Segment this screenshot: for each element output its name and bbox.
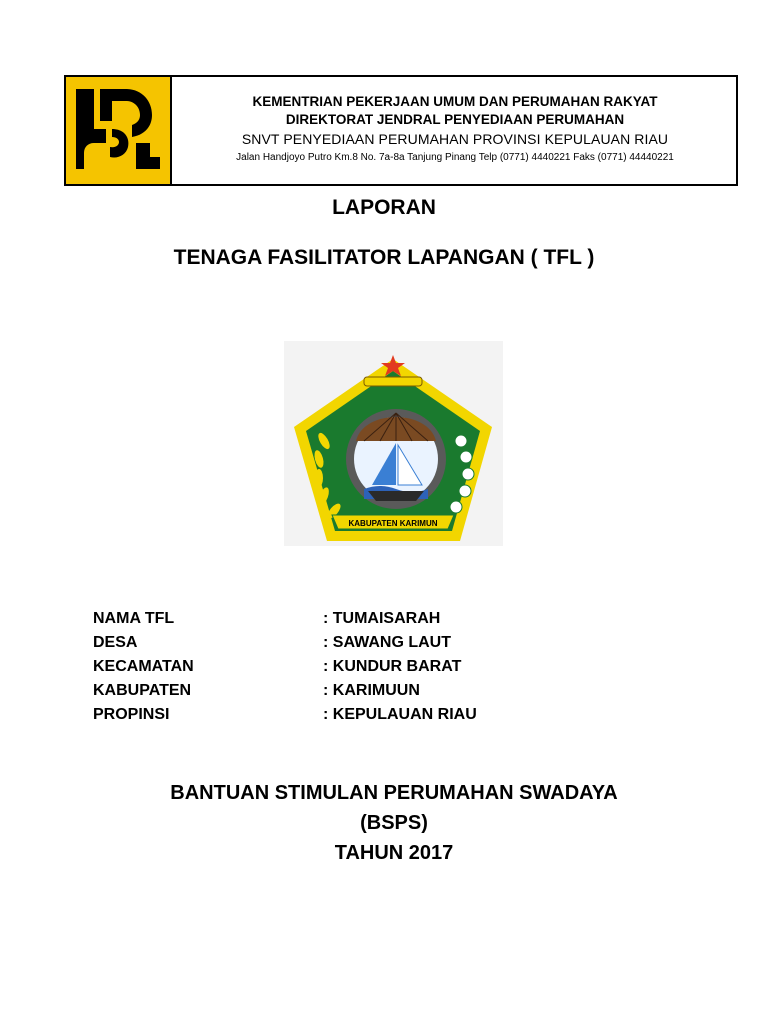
info-label: PROPINSI	[93, 706, 170, 723]
program-abbrev: (BSPS)	[360, 812, 428, 834]
report-title: LAPORAN	[332, 196, 436, 219]
report-subtitle: TENAGA FASILITATOR LAPANGAN ( TFL )	[173, 246, 595, 269]
info-label: DESA	[93, 634, 138, 651]
info-value: : SAWANG LAUT	[323, 634, 451, 651]
info-value: : KARIMUUN	[323, 682, 420, 699]
info-value: : KUNDUR BARAT	[323, 658, 462, 675]
karimun-emblem-icon	[284, 341, 503, 546]
unit-name: SNVT PENYEDIAAN PERUMAHAN PROVINSI KEPULAUAN RIAU	[241, 131, 669, 147]
pupr-logo	[66, 77, 172, 184]
program-year: TAHUN 2017	[334, 842, 454, 864]
program-name: BANTUAN STIMULAN PERUMAHAN SWADAYA	[170, 782, 618, 804]
karimun-emblem	[284, 341, 503, 546]
info-label: NAMA TFL	[93, 610, 175, 627]
pupr-logo-icon	[66, 77, 170, 182]
info-label: KABUPATEN	[93, 682, 192, 699]
letterhead	[64, 75, 738, 186]
info-label: KECAMATAN	[93, 658, 194, 675]
letterhead-text	[174, 77, 736, 184]
ministry-name: KEMENTRIAN PEKERJAAN UMUM DAN PERUMAHAN RAKYAT	[252, 94, 658, 109]
address-line: Jalan Handjoyo Putro Km.8 No. 7a-8a Tanjung Pinang Telp (0771) 4440221 Faks (0771) 44440221	[236, 152, 674, 163]
program-footer	[0, 778, 768, 868]
info-value: : KEPULAUAN RIAU	[323, 706, 477, 723]
emblem-caption: KABUPATEN KARIMUN	[348, 519, 438, 528]
info-value: : TUMAISARAH	[323, 610, 441, 627]
directorate-name: DIREKTORAT JENDRAL PENYEDIAAN PERUMAHAN	[285, 112, 625, 127]
